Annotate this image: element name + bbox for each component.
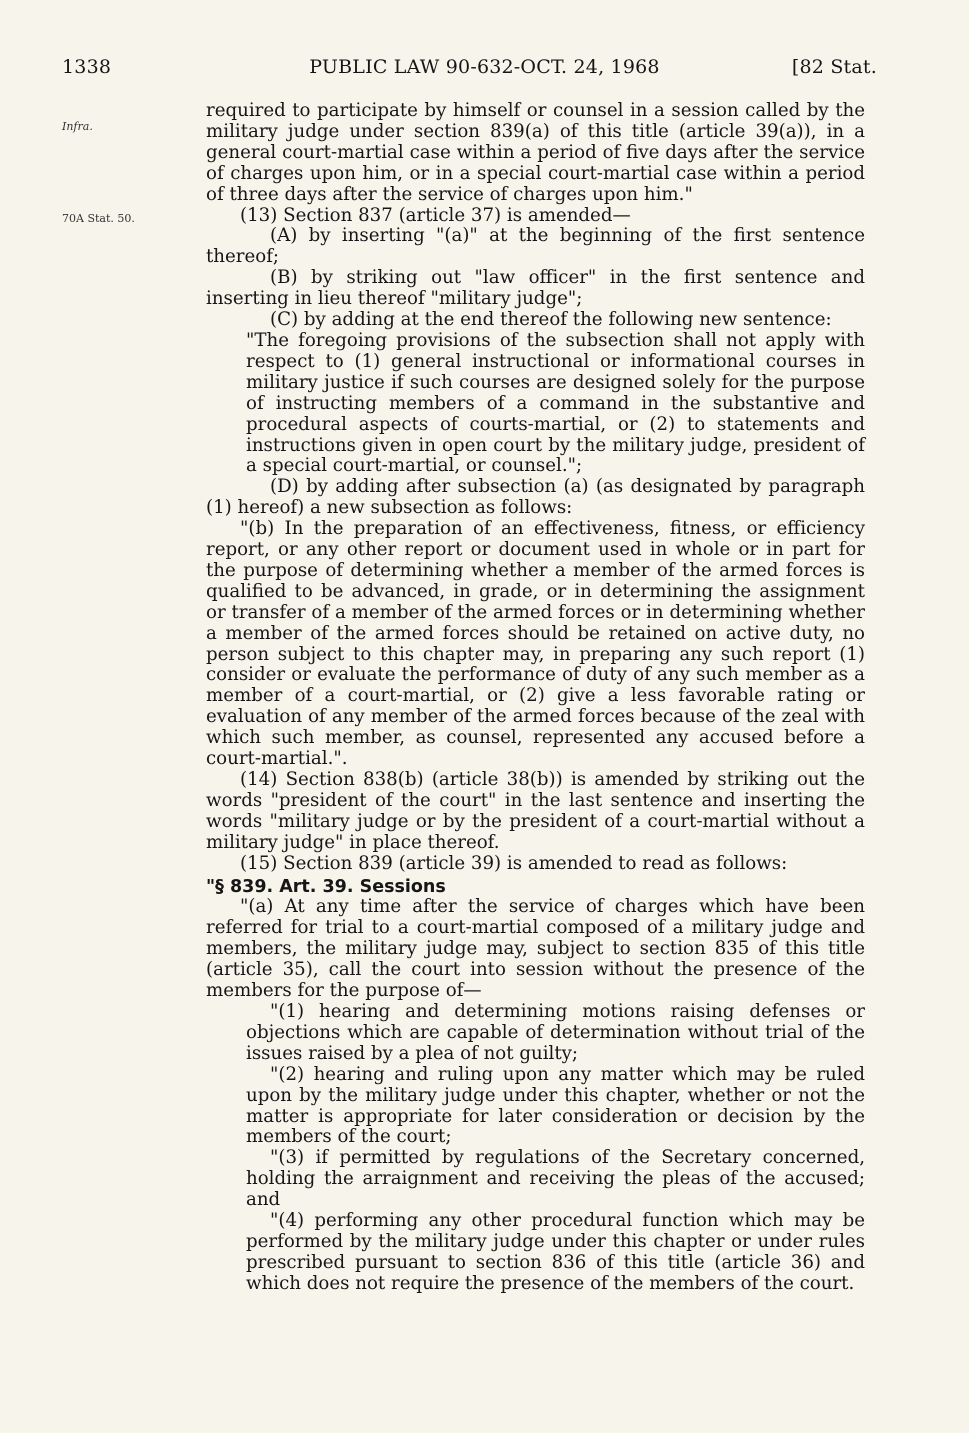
body-text [206,101,865,1295]
paragraph-15: (15) Section 839 (article 39) is amended to read as follows: [240,852,788,874]
margin-note-stat: 70A Stat. 50. [62,212,135,225]
running-title: PUBLIC LAW 90-632-OCT. 24, 1968 [309,56,660,78]
section-heading: "§ 839. Art. 39. Sessions [206,876,446,897]
paragraph-13a: (A) by inserting "(a)" at the beginning of the first sentence thereof; [206,225,865,268]
paragraph-13c-quote: "The foregoing provisions of the subsection shall not apply with respect to (1) general instructional or informational courses in military justice if such courses are designed solely for the purpose of instructing members of a command in the substantive and procedural aspects of courts-martial, or (2) to statements and instructions given in open court by the military judge, president of a special court-martial, or counsel."; [246,329,865,477]
section-39a-1: "(1) hearing and determining motions raising defenses or objections which are capable of determination without trial of the issues raised by a plea of not guilty; [246,1000,865,1064]
paragraph-13: (13) Section 837 (article 37) is amended— [240,204,631,226]
paragraph-13d-quote: "(b) In the preparation of an effectiveness, fitness, or efficiency report, or any other report or document used in whole or in part for the purpose of determining whether a member of the armed forces is qualified to be advanced, in grade, or in determining the assignment or transfer of a member of the armed forces or in determining whether a member of the armed forces should be retained on active duty, no person subject to this chapter may, in preparing any such report (1) consider or evaluate the performance of duty of any such member as a member of a court-martial, or (2) give a less favorable rating or evaluation of any member of the armed forces because of the zeal with which such member, as counsel, represented any accused before a court-martial.". [206,518,865,770]
statute-reference: [82 Stat. [791,56,877,78]
section-39a-4: "(4) performing any other procedural function which may be performed by the military judge under this chapter or under rules prescribed pursuant to section 836 of this title (article 36) and which does not require the presence of the members of the court. [246,1210,865,1294]
section-39a: "(a) At any time after the service of charges which have been referred for trial to a court-martial composed of a military judge and members, the military judge may, subject to section 835 of this title (article 35), call the court into session without the presence of the members for the purpose of— [206,896,865,1002]
page-number: 1338 [62,56,112,78]
paragraph-14: (14) Section 838(b) (article 38(b)) is amended by striking out the words "president of the court" in the last sentence and inserting the words "military judge or by the president of a court-martial without a military judge" in place thereof. [206,769,865,853]
section-39a-3: "(3) if permitted by regulations of the Secretary concerned, holding the arraignment and receiving the pleas of the accused; and [246,1147,865,1211]
paragraph-13d: (D) by adding after subsection (a) (as designated by paragraph (1) hereof) a new subsection as follows: [206,476,865,519]
margin-note-infra: Infra. [62,120,93,133]
paragraph-13c: (C) by adding at the end thereof the following new sentence: [270,309,832,331]
section-39a-2: "(2) hearing and ruling upon any matter which may be ruled upon by the military judge under this chapter, whether or not the matter is appropriate for later consideration or decision by the members of the court; [246,1063,865,1148]
paragraph-13b: (B) by striking out "law officer" in the first sentence and inserting in lieu thereof "military judge"; [206,267,865,310]
paragraph-continuation: required to participate by himself or counsel in a session called by the military judge under section 839(a) of this title (article 39(a)), in a general court-martial case within a period of five days after the service of charges upon him, or in a special court-martial case within a period of three days after the service of charges upon him." [206,100,865,205]
